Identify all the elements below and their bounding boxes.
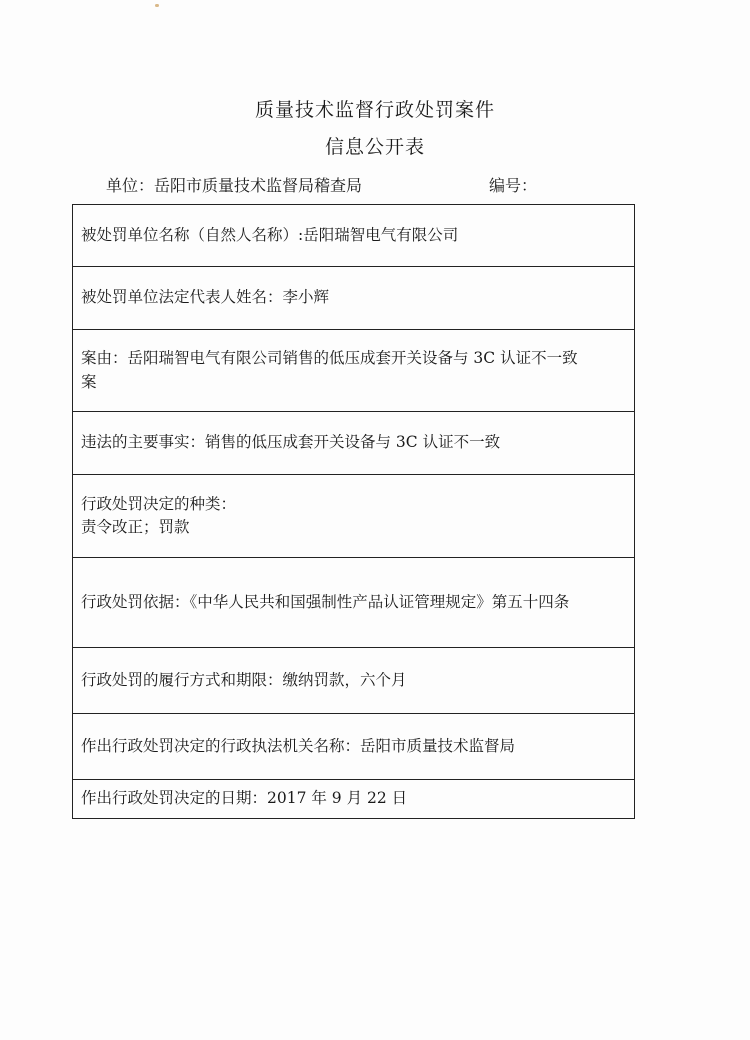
decision-date-cell: 作出行政处罚决定的日期：2017 年 9 月 22 日 [73,780,635,819]
legal-representative-cell: 被处罚单位法定代表人姓名：李小辉 [73,267,635,330]
row-legal-representative [73,267,635,330]
issuing-unit: 单位：岳阳市质量技术监督局稽查局 [106,176,363,195]
case-reason-line-1: 案由：岳阳瑞智电气有限公司销售的低压成套开关设备与 3C 认证不一致 [81,349,578,368]
violation-facts-cell: 违法的主要事实：销售的低压成套开关设备与 3C 认证不一致 [73,412,635,475]
document-title: 质量技术监督行政处罚案件 [254,99,495,121]
document-subtitle: 信息公开表 [324,136,425,158]
penalty-basis-cell: 行政处罚依据：《中华人民共和国强制性产品认证管理规定》第五十四条 [73,558,635,648]
authority-cell: 作出行政处罚决定的行政执法机关名称：岳阳市质量技术监督局 [73,714,635,780]
penalty-type-cell [73,475,635,558]
row-violation-facts [73,412,635,475]
penalty-type-value: 责令改正；罚款 [81,518,190,536]
row-execution [73,648,635,714]
penalty-type-label: 行政处罚决定的种类： [81,494,237,513]
case-reason-cell [73,330,635,412]
paper-speck [155,4,159,7]
row-case-reason [73,330,635,412]
row-penalty-basis [73,558,635,648]
case-reason-line-2: 案 [81,372,97,391]
document-number-label: 编号： [489,176,538,195]
punished-name-cell: 被处罚单位名称（自然人名称）:岳阳瑞智电气有限公司 [81,225,459,244]
info-table [72,204,635,819]
execution-cell: 行政处罚的履行方式和期限：缴纳罚款，六个月 [73,648,635,714]
row-punished-name [73,205,635,267]
row-penalty-type [73,475,635,558]
row-decision-date [73,780,635,819]
row-authority [73,714,635,780]
